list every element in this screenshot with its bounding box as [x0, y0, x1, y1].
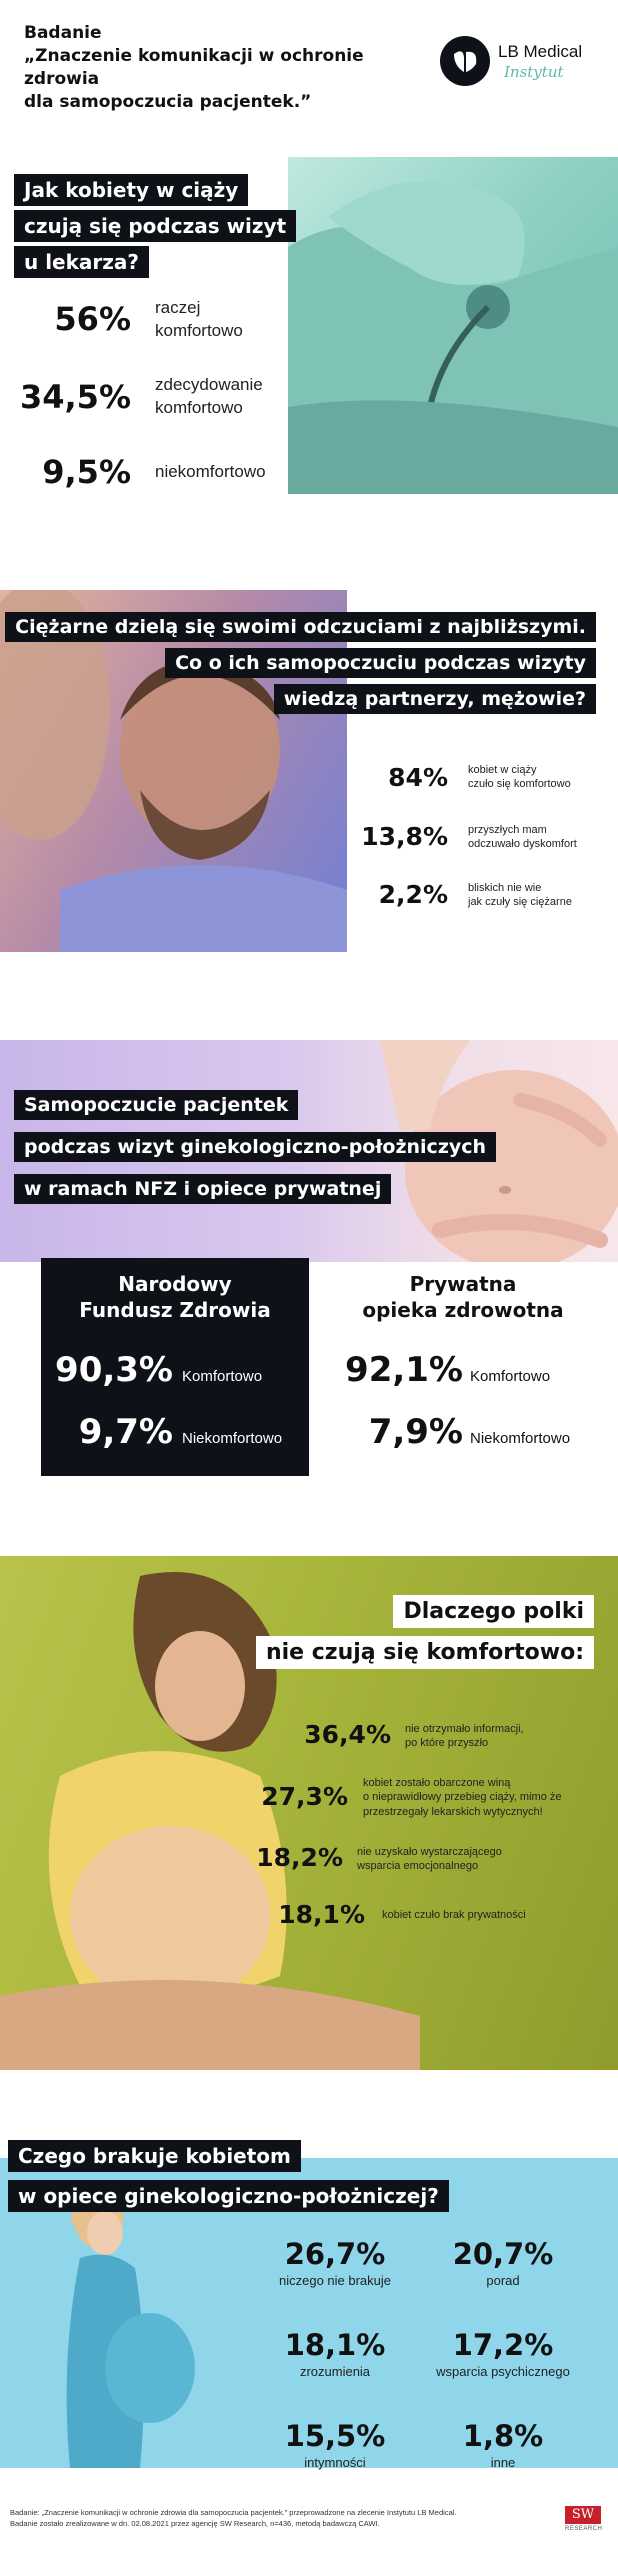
study-label: Badanie: [24, 23, 102, 43]
private-title-1: Prywatna: [409, 1272, 517, 1296]
footer-note: [10, 2508, 550, 2530]
s1-stat-label-2a: zdecydowanie: [155, 375, 263, 394]
section3-title-line2: podczas wizyt ginekologiczno-położniczych: [14, 1132, 496, 1162]
s4-stat-label-4a: kobiet czuło brak prywatności: [382, 1909, 526, 1921]
s4-stat-value-1: 36,4%: [304, 1720, 391, 1749]
section5-title-line1: Czego brakuje kobietom: [8, 2140, 301, 2172]
private-title-2: opieka zdrowotna: [362, 1298, 564, 1322]
private-stat-value-2: 7,9%: [368, 1412, 463, 1452]
lb-medical-logo: [440, 36, 600, 92]
s4-stat-label-2a: kobiet zostało obarczone winą: [363, 1777, 511, 1789]
private-stat-value-1: 92,1%: [345, 1350, 463, 1390]
s5-stat-label-3: zrozumienia: [299, 2364, 371, 2379]
section1-title-line1: Jak kobiety w ciąży: [14, 174, 248, 206]
s2-stat-label-1a: kobiet w ciąży: [468, 764, 537, 776]
s5-stat-value-5: 15,5%: [284, 2419, 386, 2453]
section2-title-line1: Ciężarne dzielą się swoimi odczuciami z najbliższymi.: [5, 612, 596, 642]
s5-stat-label-5: intymności: [304, 2455, 366, 2470]
footer-line-2: Badanie zostało zrealizowane w dn. 02.08.2021 przez agencję SW Research, n=436, metodą badawczą CAWI.: [10, 2518, 380, 2528]
s2-stat-label-1: [468, 763, 571, 792]
section4-title-line2: nie czują się komfortowo:: [256, 1636, 594, 1669]
s4-stat-label-2b: o nieprawidłowy przebieg ciąży, mimo że: [363, 1791, 562, 1804]
s4-stat-value-4: 18,1%: [278, 1900, 365, 1929]
s1-stat-label-1b: komfortowo: [155, 320, 243, 340]
s5-stat-6: [418, 2419, 588, 2470]
section2-title-line3: wiedzą partnerzy, mężowie?: [274, 684, 596, 714]
s5-stat-label-6: inne: [490, 2455, 516, 2470]
nfz-title-1: Narodowy: [118, 1272, 232, 1296]
s4-stat-label-4: [382, 1908, 526, 1922]
s1-stat-label-1a: raczej: [155, 298, 201, 317]
private-stat-label-2: Niekomfortowo: [470, 1430, 571, 1447]
logo-circle-icon: [440, 36, 490, 86]
s2-stat-value-3: 2,2%: [378, 880, 448, 909]
private-panel: [328, 1258, 598, 1476]
s5-stat-value-2: 20,7%: [452, 2237, 554, 2271]
s2-stat-label-2a: przyszłych mam: [468, 824, 547, 836]
s4-stat-label-1a: nie otrzymało informacji,: [405, 1723, 524, 1735]
s2-stat-label-3: [468, 881, 572, 910]
s2-stat-label-1b: czuło się komfortowo: [468, 778, 571, 791]
smiling-man-photo: [0, 590, 347, 952]
s1-stat-label-2b: komfortowo: [155, 397, 243, 417]
section1-title-line2: czują się podczas wizyt: [14, 210, 296, 242]
s1-stat-label-1: [155, 297, 243, 343]
doctor-stethoscope-photo: [288, 157, 618, 494]
logo-script: Instytut: [504, 63, 564, 81]
s4-stat-value-3: 18,2%: [256, 1843, 343, 1872]
s5-stat-value-6: 1,8%: [462, 2419, 544, 2453]
section2-title-line2: Co o ich samopoczuciu podczas wizyty: [165, 648, 596, 678]
s5-stat-value-3: 18,1%: [284, 2328, 386, 2362]
logo-text: LB Medical: [498, 42, 583, 61]
s2-stat-label-3a: bliskich nie wie: [468, 882, 542, 894]
s5-stat-value-1: 26,7%: [284, 2237, 386, 2271]
s4-stat-label-1b: po które przyszło: [405, 1737, 489, 1750]
s5-stat-label-2: porad: [486, 2273, 520, 2288]
s5-stat-4: [418, 2328, 588, 2379]
s2-stat-label-2b: odczuwało dyskomfort: [468, 838, 577, 851]
section3-title-line1: Samopoczucie pacjentek: [14, 1090, 298, 1120]
section3-title-line3: w ramach NFZ i opiece prywatnej: [14, 1174, 391, 1204]
s4-stat-label-1: [405, 1722, 524, 1751]
s5-stat-2: [418, 2237, 588, 2288]
s4-stat-value-2: 27,3%: [261, 1782, 348, 1811]
s1-stat-value-1: 56%: [54, 300, 131, 338]
s4-stat-label-3b: wsparcia emocjonalnego: [357, 1860, 479, 1873]
s2-stat-label-3b: jak czuły się ciężarne: [468, 896, 572, 909]
section1-title-line3: u lekarza?: [14, 246, 149, 278]
s4-stat-label-3: [357, 1845, 502, 1874]
s1-stat-label-3a: niekomfortowo: [155, 462, 266, 481]
sw-logo-box: SW: [565, 2506, 601, 2524]
s5-stat-label-4: wsparcia psychicznego: [436, 2364, 570, 2379]
s1-stat-label-2: [155, 374, 263, 420]
s4-stat-label-2c: przestrzegały lekarskich wytycznych!: [363, 1805, 543, 1818]
s2-stat-label-2: [468, 823, 577, 852]
s5-stat-1: [250, 2237, 420, 2288]
s1-stat-value-3: 9,5%: [42, 453, 131, 491]
sw-logo-sub: RESEARCH: [565, 2526, 603, 2532]
footer-line-1: Badanie: „Znaczenie komunikacji w ochronie zdrowia dla samopoczucia pacjentek.” przeprowadzone na zlecenie Instytutu LB Medical.: [10, 2508, 457, 2517]
section5-title-line2: w opiece ginekologiczno-położniczej?: [8, 2180, 449, 2212]
s5-stat-5: [250, 2419, 420, 2470]
sw-research-logo: [565, 2506, 601, 2532]
nfz-stat-label-2: Niekomfortowo: [182, 1430, 283, 1447]
nfz-stat-value-1: 90,3%: [55, 1350, 173, 1390]
section4-title-line1: Dlaczego polki: [393, 1595, 594, 1628]
s5-stat-3: [250, 2328, 420, 2379]
s1-stat-label-3: [155, 461, 266, 484]
study-title-line1: „Znaczenie komunikacji w ochronie zdrowia: [24, 46, 364, 89]
s4-stat-label-2: [363, 1776, 562, 1819]
private-stat-label-1: Komfortowo: [470, 1368, 551, 1385]
s2-stat-value-2: 13,8%: [361, 822, 448, 851]
s1-stat-value-2: 34,5%: [19, 378, 131, 416]
study-title-line2: dla samopoczucia pacjentek.”: [24, 92, 312, 112]
nfz-panel: [41, 1258, 309, 1476]
s4-stat-label-3a: nie uzyskało wystarczającego: [357, 1846, 502, 1858]
nfz-stat-value-2: 9,7%: [78, 1412, 173, 1452]
s5-stat-label-1: niczego nie brakuje: [278, 2273, 392, 2288]
s2-stat-value-1: 84%: [388, 763, 448, 792]
nfz-title-2: Fundusz Zdrowia: [79, 1298, 271, 1322]
header: [24, 22, 444, 114]
s5-stat-value-4: 17,2%: [452, 2328, 554, 2362]
nfz-stat-label-1: Komfortowo: [182, 1368, 263, 1385]
